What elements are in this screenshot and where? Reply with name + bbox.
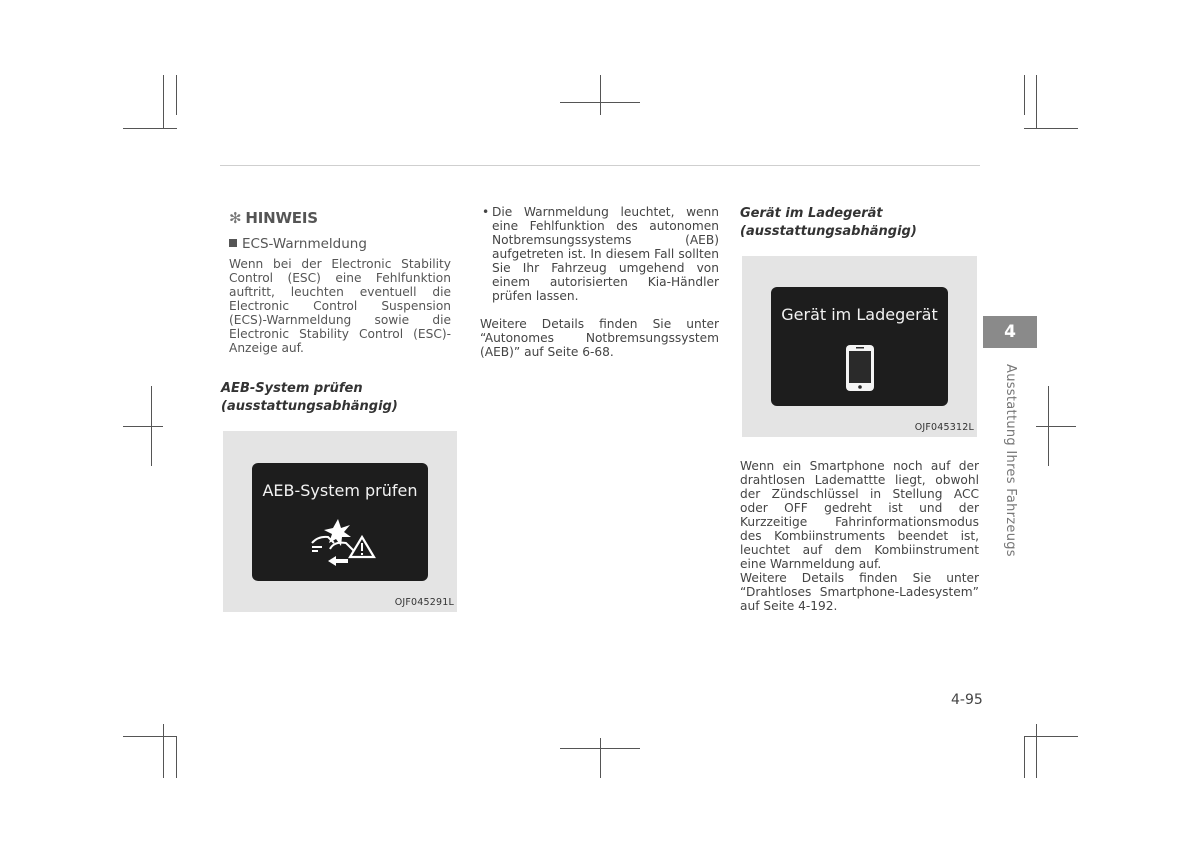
- hinweis-note: [229, 211, 451, 355]
- crop-mark: [1024, 736, 1078, 737]
- aeb-display: [252, 463, 428, 581]
- crop-mark: [163, 75, 164, 129]
- registration-mark: [151, 386, 152, 466]
- aeb-details-text: Weitere Details finden Sie unter “Autonomes Notbremsungssystem (AEB)” auf Seite 6-68.: [480, 317, 719, 359]
- registration-mark: [600, 75, 601, 115]
- crop-mark: [1036, 75, 1037, 129]
- warning-bullet-text: Die Warnmeldung leuchtet, wenn eine Fehlfunktion des autonomen Notbremsungssystems (AEB) aufgetreten ist. In diesem Fall sollten Sie Ihr Fahrzeug umgehend von einem autorisierten Kia-Händler prüfen lassen.: [492, 205, 719, 303]
- bullet-icon: •: [482, 205, 490, 219]
- chapter-title: Ausstattung Ihres Fahrzeugs: [1003, 364, 1018, 557]
- aeb-figure-code: OJF045291L: [394, 597, 454, 608]
- crop-mark: [123, 128, 177, 129]
- charger-text-block: [740, 459, 979, 613]
- smartphone-icon: [845, 344, 875, 392]
- aeb-figure: [223, 431, 457, 612]
- crop-mark: [1036, 724, 1037, 778]
- registration-mark: [123, 426, 163, 427]
- hinweis-heading: [229, 211, 451, 225]
- crop-mark: [163, 724, 164, 778]
- crop-mark: [176, 75, 177, 115]
- crop-mark: [176, 736, 177, 778]
- charger-heading: [740, 205, 980, 241]
- hinweis-text: Wenn bei der Electronic Stability Control (ESC) eine Fehlfunktion auftritt, leuchten eventuell die Electronic Control Suspension (ECS)-Warnmeldung sowie die Electronic Stability Control (ESC)-Anzeige auf.: [229, 257, 451, 355]
- charger-heading-line1: Gerät im Ladegerät: [740, 206, 883, 221]
- aeb-display-title: AEB-System prüfen: [262, 481, 418, 500]
- chapter-tab: 4: [983, 316, 1037, 348]
- charger-display: [771, 287, 948, 406]
- charger-display-title: Gerät im Ladegerät: [781, 305, 938, 324]
- crop-mark: [1024, 128, 1078, 129]
- asterisk-icon: ✻: [229, 209, 242, 227]
- page-number: 4-95: [951, 692, 983, 708]
- charger-figure-code: OJF045312L: [914, 422, 974, 433]
- crop-mark: [123, 736, 177, 737]
- charger-heading-line2: (ausstattungsabhängig): [740, 224, 917, 239]
- hinweis-subtitle-text: ECS-Warnmeldung: [242, 236, 367, 252]
- warning-bullet: [480, 205, 719, 303]
- aeb-heading: [221, 380, 461, 416]
- hinweis-subtitle: [229, 237, 451, 251]
- collision-warning-icon: [308, 515, 388, 571]
- square-bullet-icon: [229, 239, 237, 247]
- header-rule: [220, 165, 980, 166]
- hinweis-title: HINWEIS: [245, 209, 318, 227]
- middle-column: [480, 205, 719, 359]
- charger-details-text: Weitere Details finden Sie unter “Drahtloses Smartphone-Ladesystem” auf Seite 4-192.: [740, 571, 979, 613]
- registration-mark: [1036, 426, 1076, 427]
- crop-mark: [1024, 75, 1025, 115]
- registration-mark: [1048, 386, 1049, 466]
- charger-text: Wenn ein Smartphone noch auf der drahtlosen Lademattte liegt, obwohl der Zündschlüssel in Stellung ACC oder OFF gedreht ist und der Kurzzeitige Fahrinformationsmodus des Kombiinstruments beendet ist, leuchtet auf dem Kombiinstrument eine Warnmeldung auf.: [740, 459, 979, 571]
- aeb-heading-line1: AEB-System prüfen: [221, 381, 363, 396]
- aeb-heading-line2: (ausstattungsabhängig): [221, 399, 398, 414]
- crop-mark: [1024, 736, 1025, 778]
- charger-figure: [742, 256, 977, 437]
- registration-mark: [600, 738, 601, 778]
